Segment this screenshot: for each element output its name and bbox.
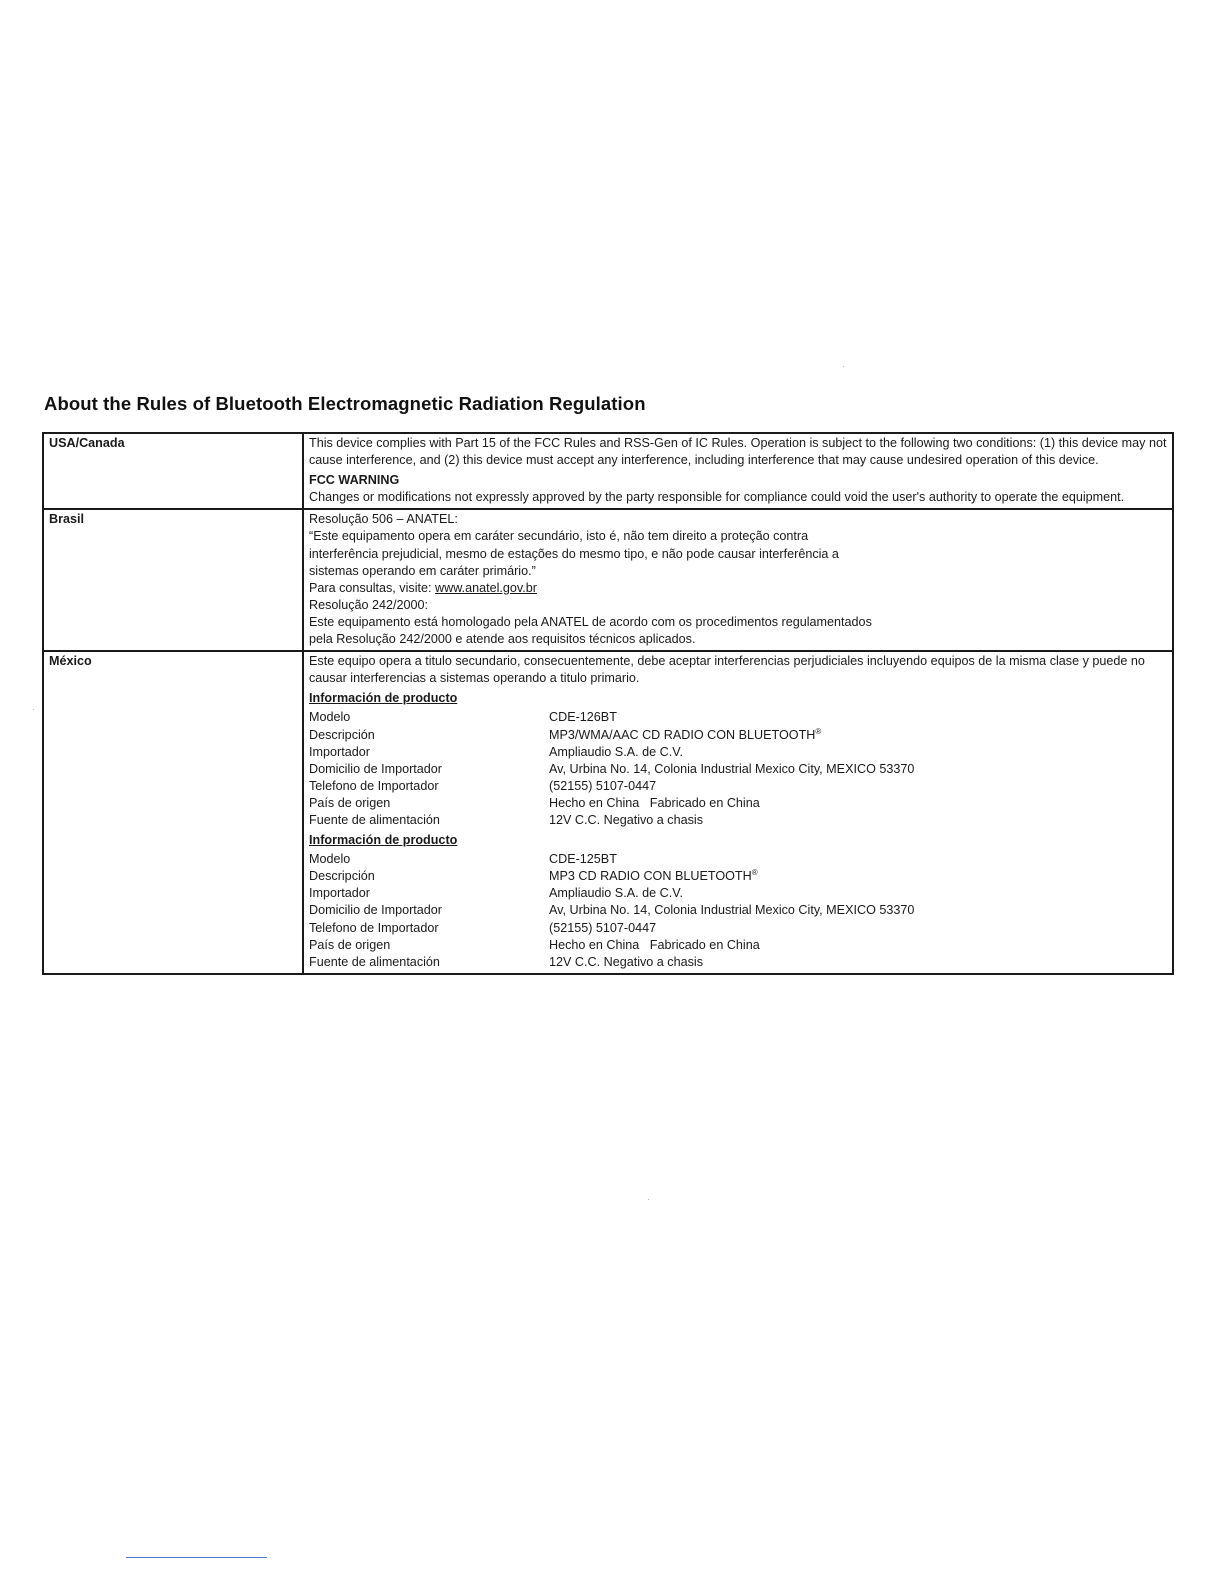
- product-info-row: [309, 851, 1167, 868]
- info-label: Domicilio de Importador: [309, 761, 442, 776]
- anatel-link[interactable]: www.anatel.gov.br: [435, 580, 537, 595]
- fcc-warning-text: Changes or modifications not expressly approved by the party responsible for compliance could void the user's authority to operate the equipment.: [309, 490, 1125, 505]
- region-label-brasil: Brasil: [43, 509, 303, 651]
- product-info-row: [309, 761, 1167, 778]
- info-label: Telefono de Importador: [309, 920, 439, 935]
- info-label: Descripción: [309, 727, 375, 742]
- product-info-row: [309, 954, 1167, 971]
- info-value: MP3 CD RADIO CON BLUETOOTH: [549, 869, 752, 884]
- product-info-heading: Información de producto: [309, 691, 458, 706]
- product-info-row: [309, 920, 1167, 937]
- registered-mark: ®: [815, 726, 822, 736]
- brasil-line: Resolução 242/2000:: [309, 597, 429, 612]
- table-row-usa-canada: [43, 433, 1173, 509]
- region-content-usa-canada: [303, 433, 1173, 509]
- product-info-row: [309, 902, 1167, 919]
- info-label: Importador: [309, 744, 370, 759]
- brasil-line: pela Resolução 242/2000 e atende aos requisitos técnicos aplicados.: [309, 632, 696, 647]
- scan-speck: [648, 1199, 649, 1200]
- product-info-block: [309, 829, 1167, 971]
- info-label: Modelo: [309, 710, 351, 725]
- info-value-with-mark: [549, 727, 1167, 744]
- table-row-mexico: [43, 651, 1173, 974]
- product-info-row: [309, 795, 1167, 812]
- scan-speck: [33, 709, 34, 710]
- product-info-row: [309, 778, 1167, 795]
- info-value: CDE-125BT: [549, 852, 617, 867]
- product-info-row: [309, 709, 1167, 726]
- info-value-with-mark: [549, 868, 1167, 885]
- info-value: Ampliaudio S.A. de C.V.: [549, 744, 683, 759]
- product-info-block: [309, 687, 1167, 829]
- info-value: Hecho en China Fabricado en China: [549, 937, 760, 952]
- region-label-usa-canada: USA/Canada: [43, 433, 303, 509]
- fcc-warning-heading: FCC WARNING: [309, 473, 400, 488]
- info-value: 12V C.C. Negativo a chasis: [549, 954, 703, 969]
- info-label: Importador: [309, 886, 370, 901]
- info-label: Fuente de alimentación: [309, 812, 440, 827]
- regulation-table: [42, 432, 1174, 975]
- info-label: Domicilio de Importador: [309, 903, 442, 918]
- info-value: (52155) 5107-0447: [549, 920, 657, 935]
- product-info-heading: Información de producto: [309, 833, 458, 848]
- info-label: Modelo: [309, 852, 351, 867]
- brasil-consult-line: [309, 580, 1167, 597]
- info-value: (52155) 5107-0447: [549, 778, 657, 793]
- brasil-line: interferência prejudicial, mesmo de estações do mesmo tipo, e não pode causar interferência a: [309, 546, 839, 561]
- info-value: Ampliaudio S.A. de C.V.: [549, 886, 683, 901]
- brasil-line: sistemas operando em caráter primário.”: [309, 563, 536, 578]
- info-value: Hecho en China Fabricado en China: [549, 795, 760, 810]
- region-content-mexico: [303, 651, 1173, 974]
- info-value: 12V C.C. Negativo a chasis: [549, 812, 703, 827]
- info-value: Av, Urbina No. 14, Colonia Industrial Mexico City, MEXICO 53370: [549, 903, 915, 918]
- product-info-row: [309, 885, 1167, 902]
- info-label: Fuente de alimentación: [309, 954, 440, 969]
- brasil-line: “Este equipamento opera em caráter secundário, isto é, não tem direito a proteção contra: [309, 529, 809, 544]
- info-value: Av, Urbina No. 14, Colonia Industrial Mexico City, MEXICO 53370: [549, 761, 915, 776]
- info-label: País de origen: [309, 795, 391, 810]
- footer-rule: [126, 1557, 267, 1558]
- info-label: País de origen: [309, 937, 391, 952]
- region-label-mexico: México: [43, 651, 303, 974]
- mexico-intro-text: Este equipo opera a titulo secundario, consecuentemente, debe aceptar interferencias perjudiciales incluyendo equipos de la misma clase y puede no causar interferencias a sistemas operando a titulo primario.: [309, 654, 1145, 686]
- product-info-row: [309, 812, 1167, 829]
- region-content-brasil: [303, 509, 1173, 651]
- product-info-row: [309, 744, 1167, 761]
- product-info-row: [309, 868, 1167, 885]
- info-value: CDE-126BT: [549, 710, 617, 725]
- table-row-brasil: [43, 509, 1173, 651]
- scan-speck: [843, 366, 844, 367]
- brasil-line: Resolução 506 – ANATEL:: [309, 512, 458, 527]
- info-label: Descripción: [309, 869, 375, 884]
- brasil-line: Este equipamento está homologado pela ANATEL de acordo com os procedimentos regulamentados: [309, 614, 872, 629]
- consult-prefix: Para consultas, visite:: [309, 580, 435, 595]
- registered-mark: ®: [751, 868, 758, 878]
- page-title: About the Rules of Bluetooth Electromagnetic Radiation Regulation: [44, 393, 646, 414]
- product-info-row: [309, 727, 1167, 744]
- product-info-row: [309, 937, 1167, 954]
- info-value: MP3/WMA/AAC CD RADIO CON BLUETOOTH: [549, 727, 816, 742]
- info-label: Telefono de Importador: [309, 778, 439, 793]
- fcc-compliance-text: This device complies with Part 15 of the FCC Rules and RSS-Gen of IC Rules. Operation is subject to the following two conditions: (1) this device may not cause interference, and (2) this device must accept any interference, including interference that may cause undesired operation of this device.: [309, 436, 1167, 468]
